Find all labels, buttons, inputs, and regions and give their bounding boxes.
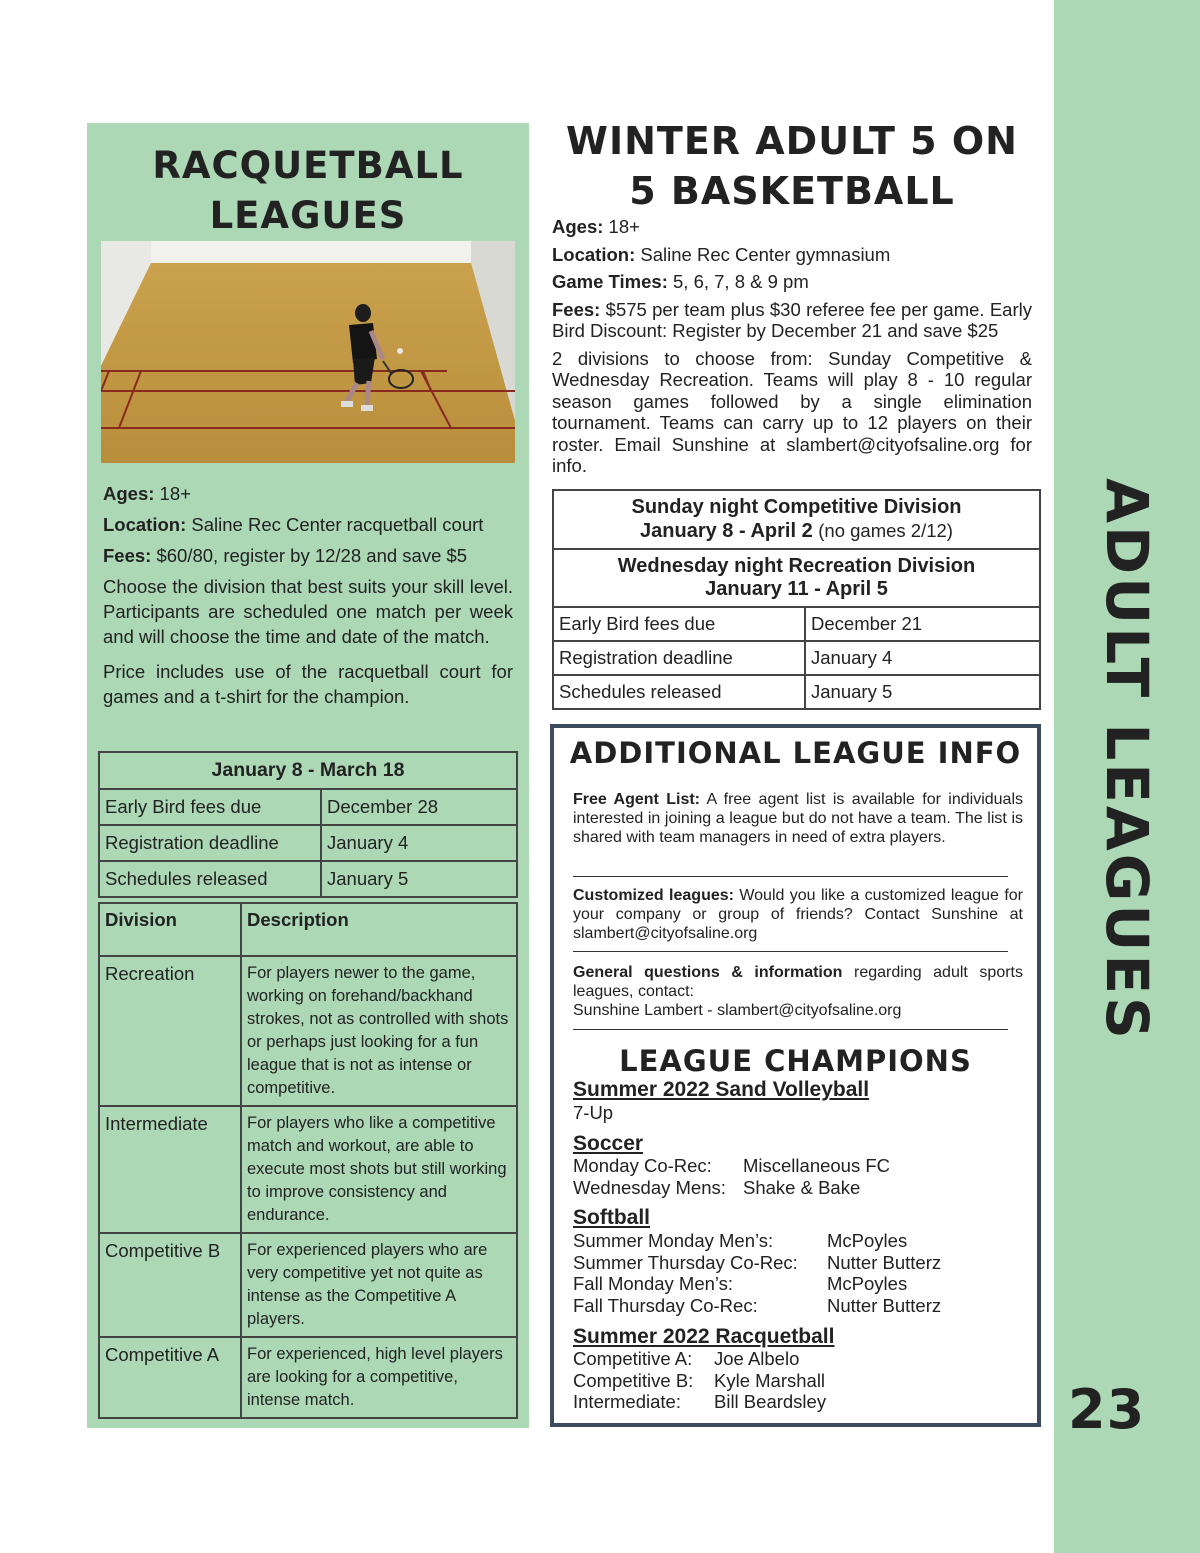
ages-label: Ages: — [103, 483, 155, 504]
description-header: Description — [241, 903, 517, 956]
racquetball-court-photo — [101, 241, 515, 463]
basketball-title: WINTER ADULT 5 ON 5 BASKETBALL — [566, 119, 1018, 213]
soccer-heading: Soccer — [573, 1132, 644, 1155]
divider — [573, 951, 1008, 952]
racquetball-panel — [87, 123, 529, 1428]
table-row: Schedules released January 5 — [553, 675, 1040, 709]
location-label: Location: — [103, 514, 187, 535]
custom-leagues-info: Customized leagues: Would you like a customized league for your company or group of friends? Contact Sunshine at slambert@cityofsaline.org — [573, 887, 1023, 942]
racquetball-divisions-table — [98, 902, 518, 1419]
softball-list: Summer Monday Men’s: McPoyles Summer Thursday Co-Rec: Nutter Butterz Fall Monday Men’s: McPoyles Fall Thursday Co-Rec: Nutter Butterz — [573, 1230, 942, 1316]
racquetball-champions-heading: Summer 2022 Racquetball — [573, 1325, 835, 1348]
fees-label: Fees: — [103, 545, 152, 566]
basketball-description: 2 divisions to choose from: Sunday Competitive & Wednesday Recreation. Teams will play 8 - 10 regular season games followed by a single elimination tournament. Teams can carry up to 12 players on their roster. Email Sunshine at slambert@cityofsaline.org for info. — [552, 347, 1032, 476]
free-agent-info: Free Agent List: A free agent list is available for individuals interested in joining a league but do not have a team. The list is shared with team managers in need of extra players. — [573, 791, 1023, 846]
location-value: Saline Rec Center racquetball court — [191, 514, 484, 535]
racquetball-dates-table — [98, 751, 518, 898]
basketball-info: Ages: 18+ Location: Saline Rec Center gymnasium Game Times: 5, 6, 7, 8 & 9 pm Fees: $575 per team plus $30 referee fee per game. Early Bird Discount: Register by December 21 and save $25 2 divisions to choose from: Sunday Competitive & Wednesday Recreation. Teams will play 8 - 10 regular season games followed by a single elimination tournament. Teams can carry up to 12 players on their roster. Email Sunshine at slambert@cityofsaline.org for info. — [552, 216, 1032, 476]
volleyball-heading: Summer 2022 Sand Volleyball — [573, 1078, 870, 1101]
fees-value: $60/80, register by 12/28 and save $5 — [156, 545, 468, 566]
softball-heading: Softball — [573, 1206, 650, 1229]
racquetball-price-note: Price includes use of the racquetball court for games and a t-shirt for the champion. — [103, 661, 513, 707]
table-row: Early Bird fees due December 28 — [99, 789, 517, 825]
volleyball-winner: 7-Up — [573, 1102, 614, 1123]
table-row: Schedules released January 5 — [99, 861, 517, 897]
table-row: Registration deadline January 4 — [553, 641, 1040, 675]
racquetball-dates-header: January 8 - March 18 — [99, 752, 517, 789]
racquetball-title: RACQUETBALL LEAGUES — [152, 144, 464, 237]
divider — [573, 876, 1008, 877]
racquetball-description: Choose the division that best suits your skill level. Participants are scheduled one match per week and will choose the time and date of the match. — [103, 576, 513, 647]
general-info: General questions & information regarding adult sports leagues, contact: Sunshine Lambert - slambert@cityofsaline.org — [573, 964, 1023, 1019]
table-row: Competitive A For experienced, high level players are looking for a competitive, intense match. — [99, 1337, 517, 1418]
table-row: Recreation For players newer to the game, working on forehand/backhand strokes, not as controlled with shots or perhaps just looking for a fun league that is not as intense or competitive. — [99, 956, 517, 1106]
ages-value: 18+ — [159, 483, 191, 504]
racquetball-info — [103, 481, 513, 715]
wednesday-division: Wednesday night Recreation Division January 11 - April 5 — [553, 549, 1040, 607]
table-row: Early Bird fees due December 21 — [553, 607, 1040, 641]
division-header: Division — [99, 903, 241, 956]
additional-info-title: ADDITIONAL LEAGUE INFO — [569, 736, 1022, 770]
racquetball-champions-list: Competitive A: Joe Albelo Competitive B: Kyle Marshall Intermediate: Bill Beardsley — [573, 1348, 827, 1412]
divider — [573, 1029, 1008, 1030]
table-row: Intermediate For players who like a competitive match and workout, are able to execute most shots but still working to improve consistency and endurance. — [99, 1106, 517, 1233]
soccer-list: Monday Co-Rec: Miscellaneous FC Wednesday Mens: Shake & Bake — [573, 1155, 891, 1198]
league-champions-title: LEAGUE CHAMPIONS — [619, 1044, 972, 1078]
additional-info-box — [550, 724, 1041, 1427]
table-row: Competitive B For experienced players who are very competitive yet not quite as intense as the Competitive A players. — [99, 1233, 517, 1337]
page-number: 23 — [1068, 1378, 1146, 1441]
basketball-dates-table — [552, 489, 1041, 710]
sunday-division: Sunday night Competitive Division January 8 - April 2 (no games 2/12) — [553, 490, 1040, 549]
table-row: Registration deadline January 4 — [99, 825, 517, 861]
section-title-vertical: ADULT LEAGUES — [1093, 478, 1161, 1042]
